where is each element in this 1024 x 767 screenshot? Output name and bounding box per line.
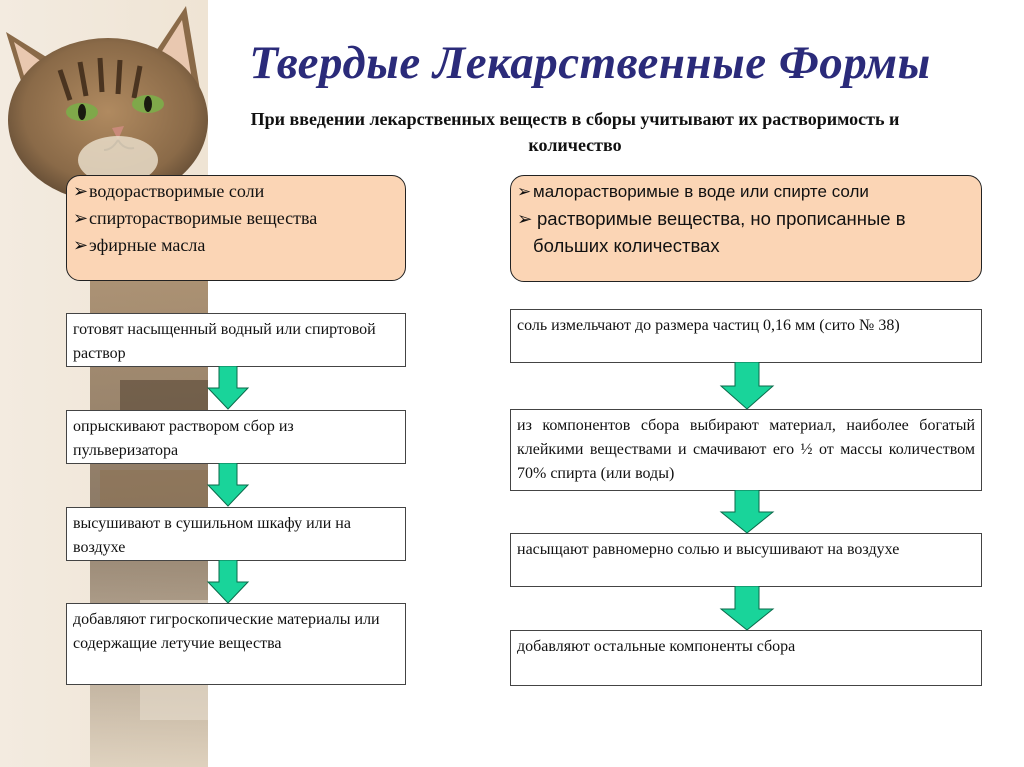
- down-arrow-icon: [206, 560, 250, 604]
- list-item: ➢ растворимые вещества, но прописанные в больших количествах: [517, 205, 975, 259]
- arrow-bullet-icon: ➢: [517, 182, 532, 201]
- arrow-bullet-icon: ➢: [73, 208, 89, 228]
- left-step-4: добавляют гигроскопические материалы или содержащие летучие вещества: [66, 603, 406, 685]
- page-subtitle: При введении лекарственных веществ в сборы учитывают их растворимость и количество: [250, 109, 900, 155]
- list-item: ➢ малорастворимые в воде или спирте соли: [517, 178, 975, 205]
- left-step-1: готовят насыщенный водный или спиртовой раствор: [66, 313, 406, 367]
- right-step-1: соль измельчают до размера частиц 0,16 мм (сито № 38): [510, 309, 982, 363]
- left-step-2: опрыскивают раствором сбор из пульверизатора: [66, 410, 406, 464]
- down-arrow-icon: [719, 586, 775, 631]
- list-item: ➢ водорастворимые соли: [73, 178, 399, 205]
- right-step-3: насыщают равномерно солью и высушивают на воздухе: [510, 533, 982, 587]
- page-title: Твердые Лекарственные Формы: [249, 37, 931, 89]
- down-arrow-icon: [719, 362, 775, 410]
- down-arrow-icon: [206, 463, 250, 507]
- arrow-bullet-icon: ➢: [517, 208, 533, 229]
- right-step-2: из компонентов сбора выбирают материал, наиболее богатый клейкими веществами и смачивают его ½ от массы количеством 70% спирта (или воды): [510, 409, 982, 491]
- down-arrow-icon: [719, 490, 775, 534]
- right-step-4: добавляют остальные компоненты сбора: [510, 630, 982, 686]
- list-item: ➢ спирторастворимые вещества: [73, 205, 399, 232]
- left-step-3: высушивают в сушильном шкафу или на воздухе: [66, 507, 406, 561]
- arrow-bullet-icon: ➢: [73, 181, 89, 201]
- down-arrow-icon: [206, 366, 250, 410]
- left-category-box: [66, 175, 406, 281]
- right-category-box: [510, 175, 982, 282]
- list-item: ➢ эфирные масла: [73, 232, 399, 259]
- arrow-bullet-icon: ➢: [73, 235, 89, 255]
